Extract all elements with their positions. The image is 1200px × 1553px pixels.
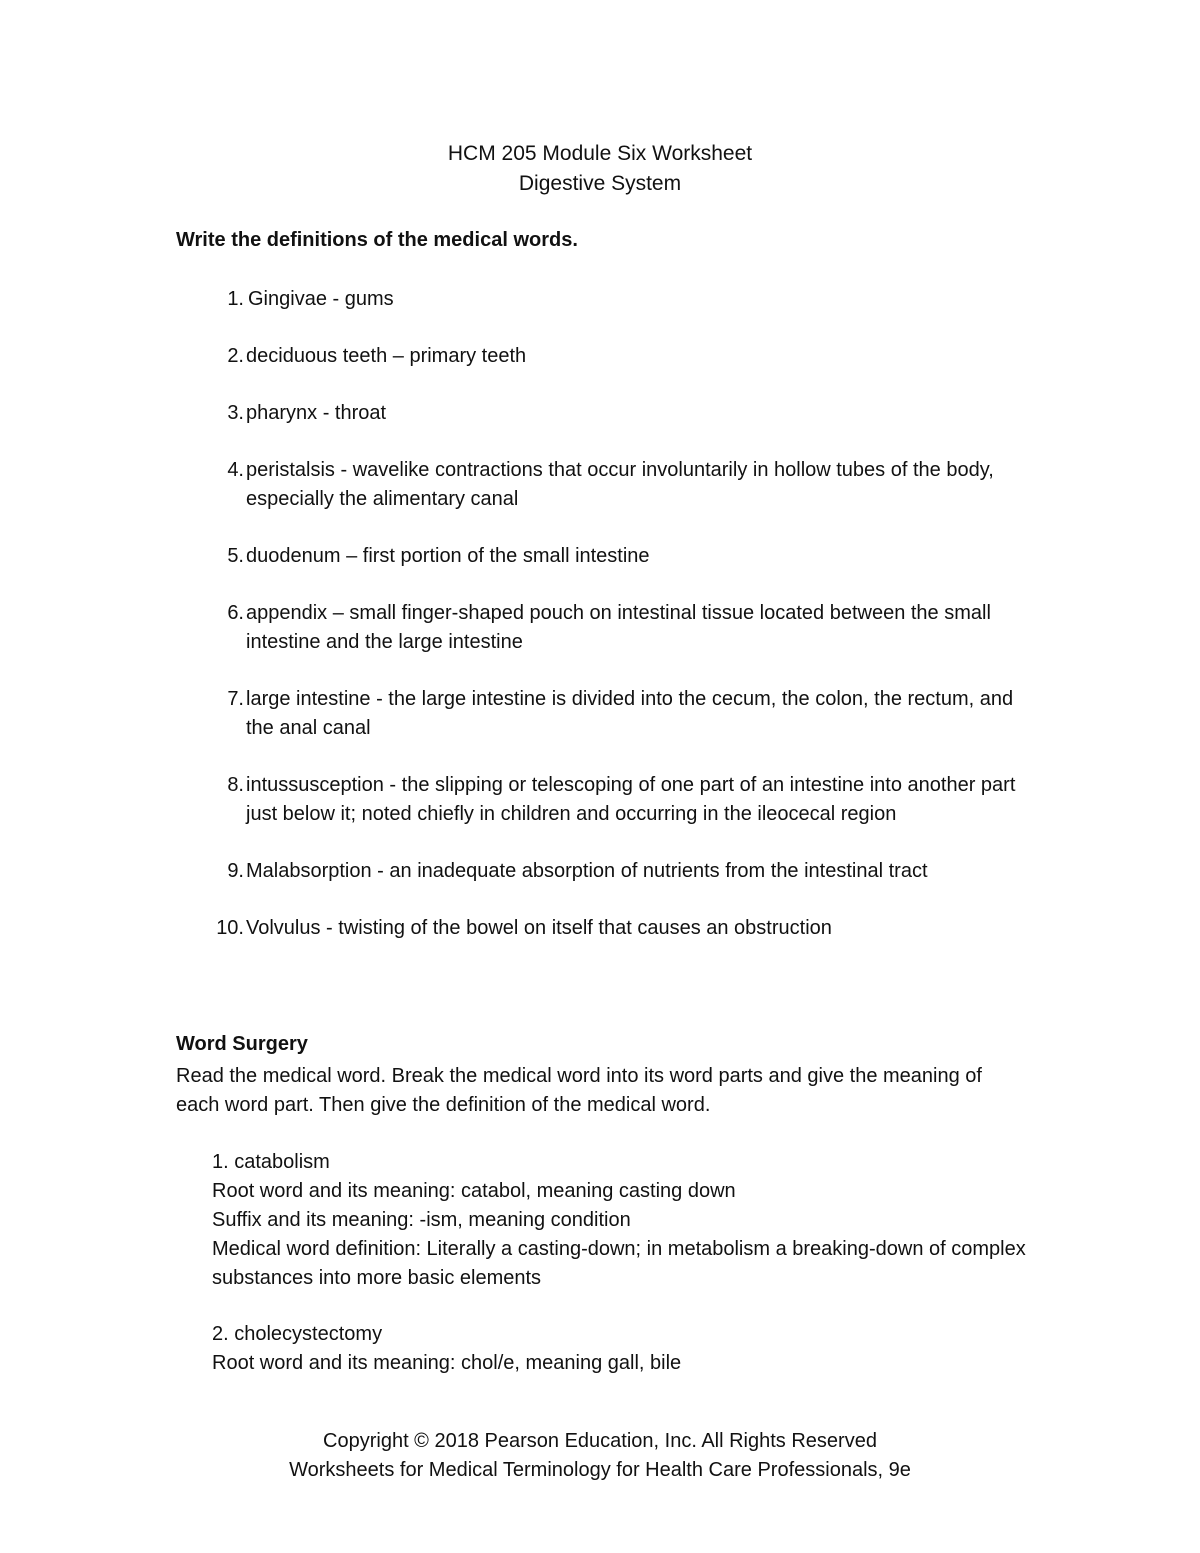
definition-item [176, 285, 1036, 314]
definition-item [176, 399, 1036, 428]
item-number: 6. [227, 602, 244, 624]
definition-item [176, 599, 1036, 657]
definition-text: Malabsorption - an inadequate absorption of nutrients from the intestinal tract [246, 860, 928, 882]
definition-item [176, 542, 1036, 571]
item-number: 5. [227, 545, 244, 567]
medical-word: 2. cholecystectomy [212, 1323, 383, 1345]
item-number: 3. [227, 402, 244, 424]
item-number: 8. [227, 774, 244, 796]
word-surgery-intro: Read the medical word. Break the medical word into its word parts and give the meaning of each word part. Then give the definition of the medical word. [176, 1065, 982, 1116]
definition-text: Volvulus - twisting of the bowel on itself that causes an obstruction [246, 917, 832, 939]
definition-item [176, 771, 1036, 829]
definition-item [176, 857, 1036, 886]
item-number: 10. [216, 917, 244, 939]
definition-item [176, 342, 1036, 371]
definition-text: intussusception - the slipping or telescoping of one part of an intestine into another part just below it; noted chiefly in children and occurring in the ileocecal region [246, 774, 1016, 825]
definition-item [176, 685, 1036, 743]
definition-text: duodenum – first portion of the small intestine [246, 545, 650, 567]
word-surgery-item [212, 1148, 1042, 1293]
word-surgery-heading: Word Surgery [176, 1033, 308, 1055]
word-surgery-item [212, 1320, 1042, 1378]
document-subtitle: Digestive System [518, 172, 682, 195]
item-number: 9. [227, 860, 244, 882]
definition-item [176, 456, 1036, 514]
word-surgery-list [212, 1148, 1042, 1405]
definition-line: Medical word definition: Literally a casting-down; in metabolism a breaking-down of complex substances into more basic elements [212, 1238, 1026, 1289]
suffix-line: Suffix and its meaning: -ism, meaning condition [212, 1209, 631, 1231]
definitions-instruction: Write the definitions of the medical words. [176, 229, 578, 251]
definitions-list [176, 285, 1036, 971]
definition-text: deciduous teeth – primary teeth [246, 345, 527, 367]
item-number: 7. [227, 688, 244, 710]
item-number: 4. [227, 459, 244, 481]
root-word-line: Root word and its meaning: chol/e, meaning gall, bile [212, 1352, 682, 1374]
medical-word: 1. catabolism [212, 1151, 330, 1173]
item-number: 2. [227, 345, 244, 367]
item-number: 1. [227, 288, 244, 310]
footer-copyright: Copyright © 2018 Pearson Education, Inc. All Rights Reserved [323, 1430, 877, 1452]
definition-text: appendix – small finger-shaped pouch on intestinal tissue located between the small intestine and the large intestine [246, 602, 991, 653]
root-word-line: Root word and its meaning: catabol, meaning casting down [212, 1180, 736, 1202]
definition-text: Gingivae - gums [248, 288, 394, 310]
definition-item [176, 914, 1036, 943]
definition-text: large intestine - the large intestine is divided into the cecum, the colon, the rectum, and the anal canal [246, 688, 1014, 739]
footer-book-title: Worksheets for Medical Terminology for Health Care Professionals, 9e [289, 1459, 911, 1481]
definition-text: pharynx - throat [246, 402, 387, 424]
document-title: HCM 205 Module Six Worksheet [447, 142, 753, 165]
definition-text: peristalsis - wavelike contractions that occur involuntarily in hollow tubes of the body, especially the alimentary canal [246, 459, 994, 510]
